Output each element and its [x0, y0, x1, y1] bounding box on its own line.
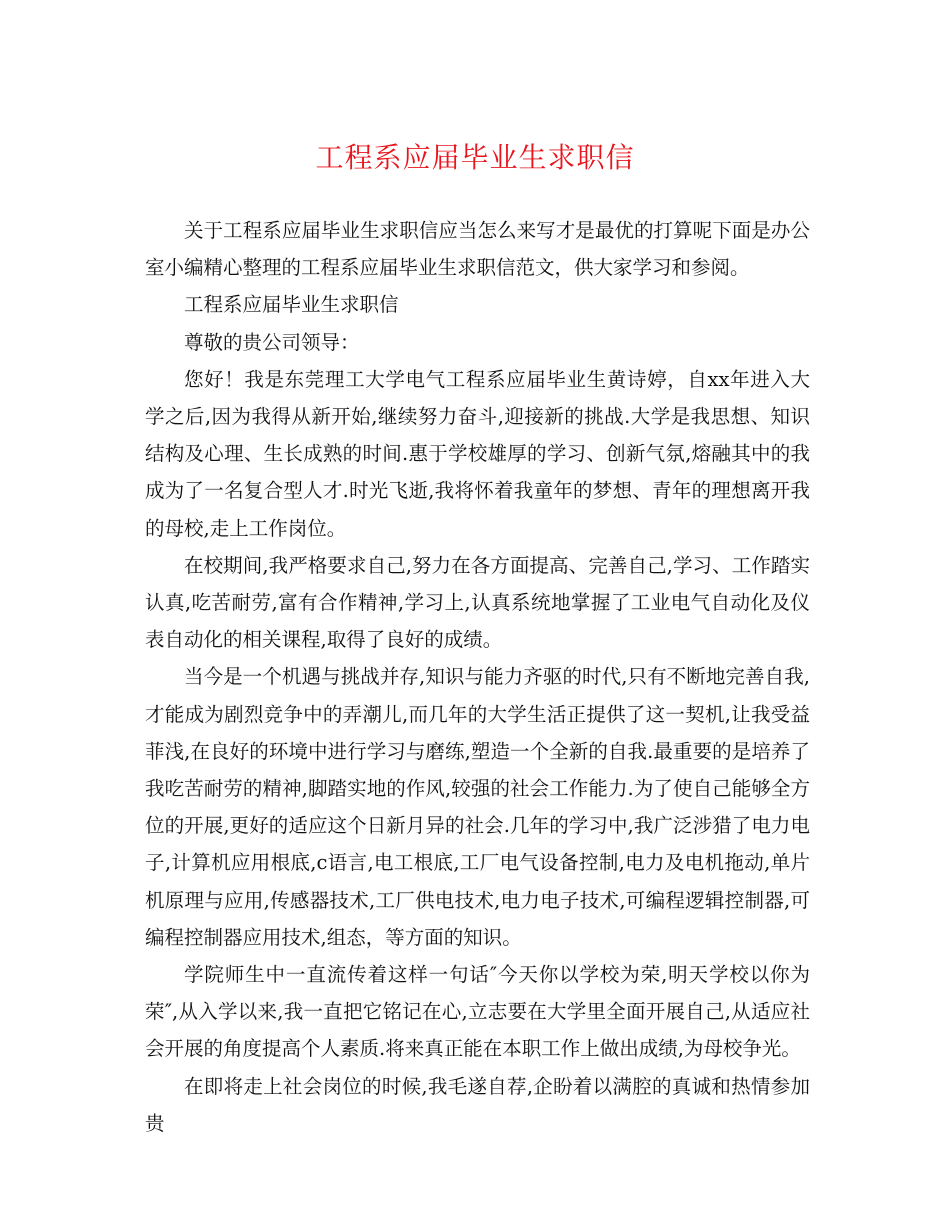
paragraph-letter-title: 工程系应届毕业生求职信 — [184, 293, 399, 317]
document-body — [145, 212, 810, 1142]
paragraph-greeting: 您好！我是东莞理工大学电气工程系应届毕业生黄诗婷，自xx年进入大学之后,因为我得从新开始,继续努力奋斗,迎接新的挑战.大学是我思想、知识结构及心理、生长成熟的时间.惠于学校雄厚的学习、创新气氛,熔融其中的我成为了一名复合型人才.时光飞逝,我将怀着我童年的梦想、青年的理想离开我的母校,走上工作岗位。 — [145, 367, 810, 540]
document-title: 工程系应届毕业生求职信 — [315, 141, 635, 174]
paragraph-intro: 关于工程系应届毕业生求职信应当怎么来写才是最优的打算呢下面是办公室小编精心整理的工程系应届毕业生求职信范文，供大家学习和参阅。 — [145, 219, 810, 280]
paragraph-school-period: 在校期间,我严格要求自己,努力在各方面提高、完善自己,学习、工作踏实认真,吃苦耐劳,富有合作精神,学习上,认真系统地掌握了工业电气自动化及仪表自动化的相关课程,取得了良好的成绩。 — [145, 553, 810, 652]
paragraph-salutation: 尊敬的贵公司领导： — [184, 330, 360, 354]
paragraph-motto: 学院师生中一直流传着这样一句话″今天你以学校为荣,明天学校以你为荣″,从入学以来,我一直把它铭记在心,立志要在大学里全面开展自己,从适应社会开展的角度提高个人素质.将来真正能在本职工作上做出成绩,为母校争光。 — [145, 963, 810, 1061]
paragraph-skills: 当今是一个机遇与挑战并存,知识与能力齐驱的时代,只有不断地完善自我,才能成为剧烈竞争中的弄潮儿,而几年的大学生活正提供了这一契机,让我受益菲浅,在良好的环境中进行学习与磨练,塑造一个全新的自我.最重要的是培养了我吃苦耐劳的精神,脚踏实地的作风,较强的社会工作能力.为了使自己能够全方位的开展,更好的适应这个日新月异的社会.几年的学习中,我广泛涉猎了电力电子,计算机应用根底,c语言,电工根底,工厂电气设备控制,电力及电机拖动,单片机原理与应用,传感器技术,工厂供电技术,电力电子技术,可编程逻辑控制器,可编程控制器应用技术,组态，等方面的知识。 — [145, 665, 810, 949]
paragraph-closing: 在即将走上社会岗位的时候,我毛遂自荐,企盼着以满腔的真诚和热情参加贵 — [145, 1074, 810, 1135]
